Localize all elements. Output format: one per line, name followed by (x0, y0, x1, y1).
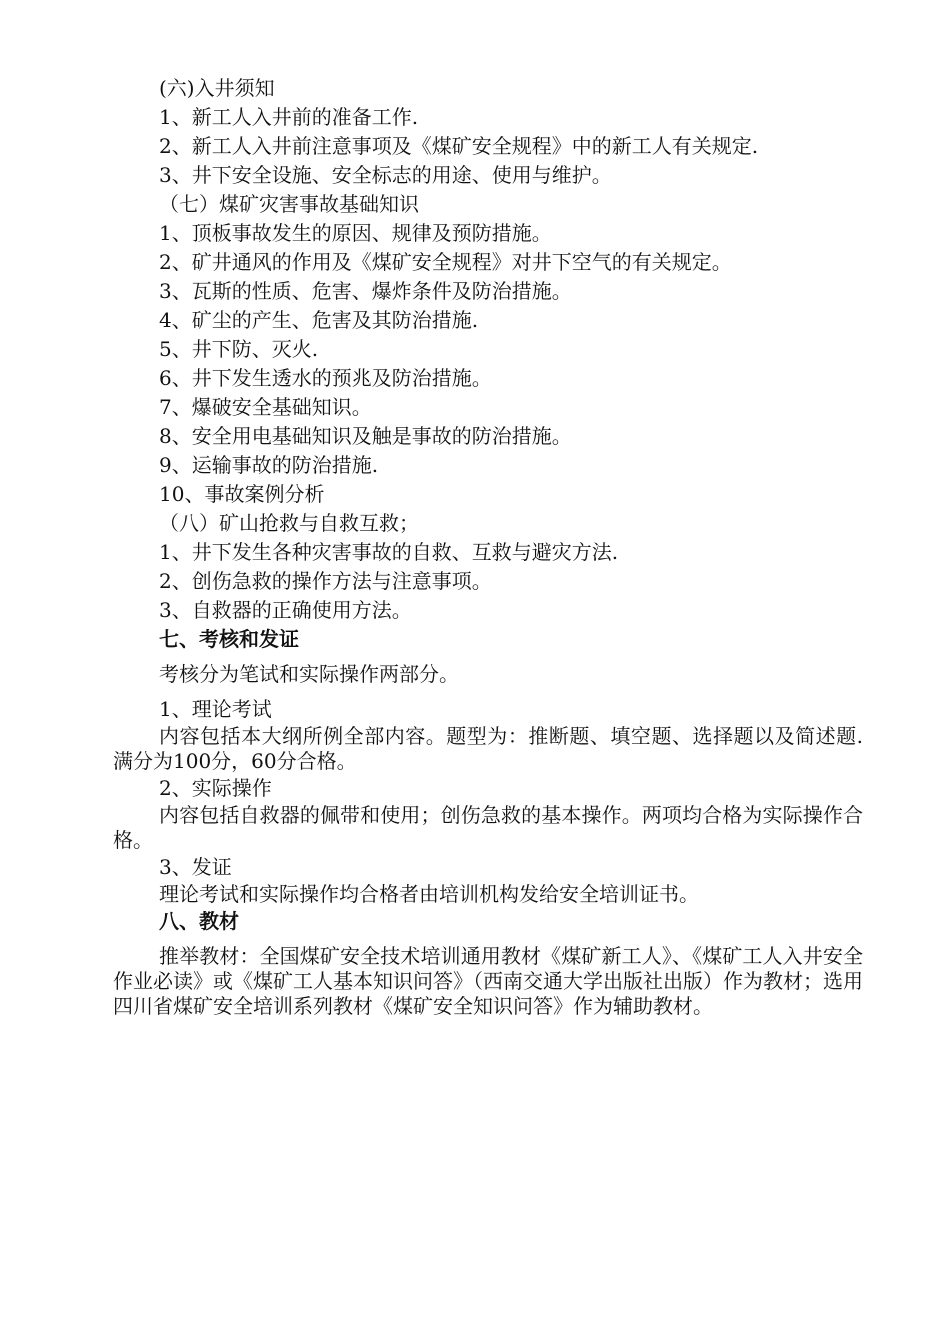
section-7-item: 8、安全用电基础知识及触是事故的防治措施。 (159, 424, 572, 448)
section-7-title: （七）煤矿灾害事故基础知识 (159, 192, 419, 216)
document-body (113, 74, 863, 1019)
chapter-7-heading: 七、考核和发证 (159, 627, 299, 651)
section-7-item: 2、矿井通风的作用及《煤矿安全规程》对井下空气的有关规定。 (159, 250, 732, 274)
exam-practice-title: 2、实际操作 (159, 776, 272, 800)
section-7-item: 5、井下防、灭火. (159, 337, 319, 361)
section-7-item: 10、事故案例分析 (159, 482, 325, 506)
chapter-7-intro: 考核分为笔试和实际操作两部分。 (159, 662, 459, 686)
section-8-item: 2、创伤急救的操作方法与注意事项。 (159, 569, 492, 593)
section-6-title: (六)入井须知 (159, 76, 275, 100)
section-6-item: 2、新工人入井前注意事项及《煤矿安全规程》中的新工人有关规定. (159, 134, 759, 158)
chapter-8-heading: 八、教材 (159, 909, 239, 933)
section-7-item: 9、运输事故的防治措施. (159, 453, 379, 477)
section-7-item: 4、矿尘的产生、危害及其防治措施. (159, 308, 479, 332)
section-7-item: 1、顶板事故发生的原因、规律及预防措施。 (159, 221, 552, 245)
section-7-item: 7、爆破安全基础知识。 (159, 395, 372, 419)
exam-theory-title: 1、理论考试 (159, 697, 272, 721)
section-7-item: 6、井下发生透水的预兆及防治措施。 (159, 366, 492, 390)
section-8-item: 3、自救器的正确使用方法。 (159, 598, 412, 622)
exam-practice-text: 内容包括自救器的佩带和使用；创伤急救的基本操作。两项均合格为实际操作合格。 (113, 803, 863, 852)
certification-text: 理论考试和实际操作均合格者由培训机构发给安全培训证书。 (159, 882, 699, 906)
section-6-item: 1、新工人入井前的准备工作. (159, 105, 419, 129)
section-6-item: 3、井下安全设施、安全标志的用途、使用与维护。 (159, 163, 612, 187)
certification-title: 3、发证 (159, 855, 232, 879)
exam-theory-text: 内容包括本大纲所例全部内容。题型为：推断题、填空题、选择题以及简述题.满分为100分，60分合格。 (113, 724, 863, 773)
section-8-item: 1、井下发生各种灾害事故的自救、互救与避灾方法. (159, 540, 619, 564)
textbook-text: 推举教材：全国煤矿安全技术培训通用教材《煤矿新工人》、《煤矿工人入井安全作业必读》或《煤矿工人基本知识问答》（西南交通大学出版社出版）作为教材；选用四川省煤矿安全培训系列教材《煤矿安全知识问答》作为辅助教材。 (113, 944, 863, 1018)
section-7-item: 3、瓦斯的性质、危害、爆炸条件及防治措施。 (159, 279, 572, 303)
section-8-title: （八）矿山抢救与自救互救； (159, 511, 419, 535)
